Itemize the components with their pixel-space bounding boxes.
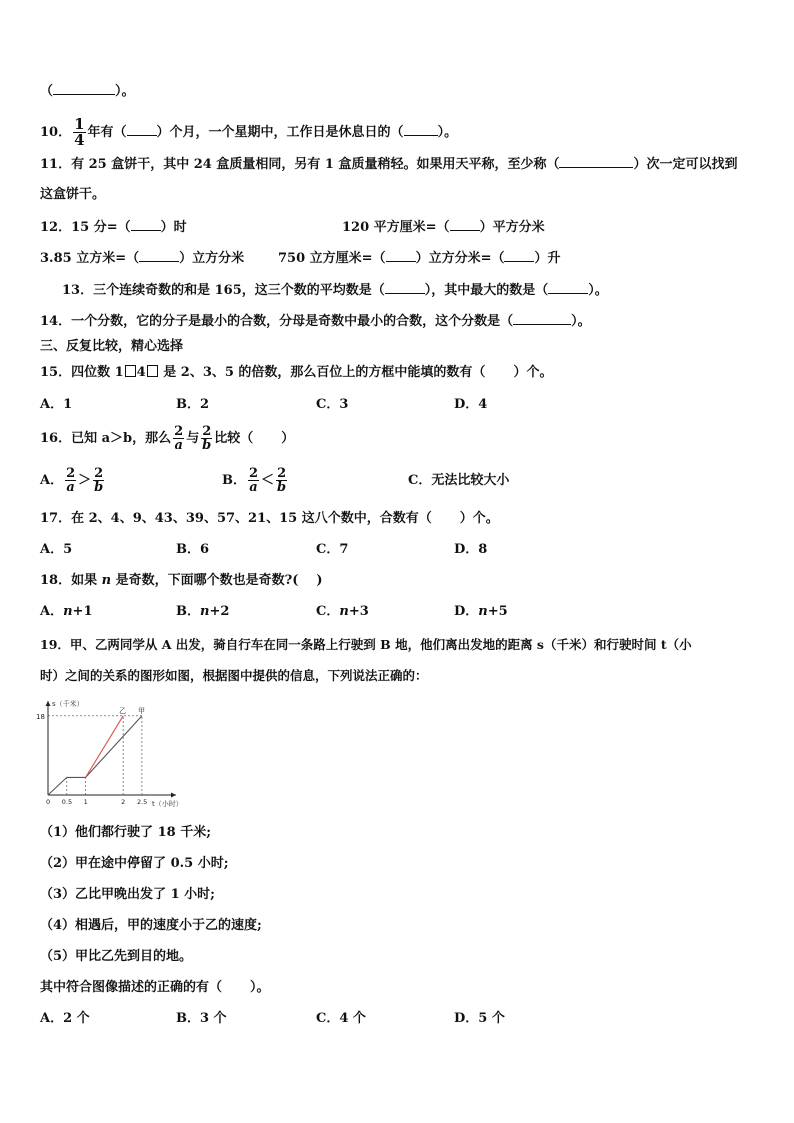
q12-d-text-3: ）升 <box>534 251 561 266</box>
q12-a-text-1: 15 分=（ <box>71 220 131 235</box>
q15-option-b[interactable]: B．2 <box>176 397 210 412</box>
q19-option-b[interactable]: B．3 个 <box>176 1011 227 1026</box>
q12-number: 12． <box>40 220 72 235</box>
q10-number: 10． <box>40 125 72 140</box>
q12-d-blank-2[interactable] <box>504 249 534 262</box>
frac-numerator: 2 <box>174 424 184 439</box>
option-letter: B． <box>176 604 200 619</box>
q9-open: （ <box>40 84 54 99</box>
q18-option-a[interactable] <box>40 603 93 621</box>
x-tick-label: 2 <box>121 798 126 806</box>
q18-option-c[interactable] <box>316 603 369 621</box>
less-than-sign: ＜ <box>261 473 275 488</box>
option-expr: +5 <box>487 604 508 619</box>
q13-text-3: ）。 <box>588 283 608 298</box>
fraction-2-over-a <box>248 467 259 494</box>
variable-n: n <box>200 604 210 619</box>
q14-blank[interactable] <box>513 312 571 325</box>
series-label: 乙 <box>119 706 127 715</box>
q19-ask-1: 其中符合图像描述的正确的有（ <box>40 980 223 995</box>
x-tick-label: 0 <box>46 798 51 806</box>
question-11 <box>40 155 738 174</box>
frac-numerator: 2 <box>277 466 287 481</box>
q19-number: 19． <box>40 637 70 652</box>
q12-d-text-2: ）立方分米=（ <box>415 251 505 266</box>
q15-option-d[interactable]: D．4 <box>454 397 488 412</box>
q18-option-d[interactable] <box>454 603 508 621</box>
frac-denominator: 4 <box>74 131 85 149</box>
q16-text-2: 与 <box>186 431 200 446</box>
q15-text-1: 四位数 1 <box>71 365 124 380</box>
q14-text-1: 一个分数，它的分子是最小的合数，分母是奇数中最小的合数，这个分数是（ <box>71 314 514 329</box>
frac-denominator: b <box>202 438 212 453</box>
digit-box-units <box>147 365 158 377</box>
x-axis-label: t（小时） <box>152 800 183 808</box>
x-tick-label: 1 <box>83 798 88 806</box>
q18-text-2: 是奇数，下面哪个数也是奇数?( <box>111 573 299 588</box>
x-tick-label: 0.5 <box>61 798 73 806</box>
fraction-2-over-b <box>276 467 287 494</box>
q15-option-a[interactable]: A．1 <box>40 397 73 412</box>
question-13 <box>62 281 608 300</box>
q12-b-text-1: 120 平方厘米=（ <box>342 220 450 235</box>
q14-number: 14． <box>40 314 72 329</box>
q10-text-2: ）个月，一个星期中，工作日是休息日的（ <box>156 125 404 140</box>
q18-number: 18． <box>40 573 72 588</box>
series-label: 甲 <box>137 706 145 715</box>
series-line-乙 <box>86 716 124 778</box>
frac-numerator: 1 <box>74 115 85 133</box>
q19-statement-2: （2）甲在途中停留了 0.5 小时; <box>40 856 229 871</box>
q19-option-a[interactable]: A．2 个 <box>40 1011 90 1026</box>
q11-text-1: 有 25 盒饼干，其中 24 盒质量相同，另有 1 盒质量稍轻。如果用天平称，至少称（ <box>71 157 560 172</box>
question-15 <box>40 364 552 382</box>
digit-box-hundreds <box>125 365 136 377</box>
question-12-row2-a <box>40 249 244 268</box>
q16-option-c[interactable]: C．无法比较大小 <box>408 473 510 488</box>
q16-option-a-label: A． <box>40 473 64 488</box>
question-19 <box>40 636 692 654</box>
option-letter: A． <box>40 604 64 619</box>
q19-statement-5: （5）甲比乙先到目的地。 <box>40 949 193 964</box>
q11-blank[interactable] <box>559 155 633 168</box>
q19-statement-4: （4）相遇后，甲的速度小于乙的速度; <box>40 918 262 933</box>
frac-numerator: 2 <box>66 466 76 481</box>
q10-blank-1[interactable] <box>127 123 157 136</box>
q16-option-b-label: B． <box>222 473 246 488</box>
option-expr: +2 <box>209 604 230 619</box>
q19-statement-1: （1）他们都行驶了 18 千米; <box>40 825 211 840</box>
y-tick-label: 18 <box>36 712 45 721</box>
q13-blank-2[interactable] <box>548 281 588 294</box>
q11-text-2: ）次一定可以找到 <box>633 157 738 172</box>
y-axis-label: s（千米） <box>52 700 84 708</box>
q13-blank-1[interactable] <box>385 281 425 294</box>
q15-option-c[interactable]: C．3 <box>316 397 349 412</box>
variable-n: n <box>63 604 73 619</box>
question-12-row1-a <box>40 218 187 237</box>
question-16 <box>40 422 294 456</box>
q12-d-blank-1[interactable] <box>386 249 416 262</box>
q10-text-1: 年有（ <box>87 125 127 140</box>
q10-text-3: ）。 <box>437 125 458 140</box>
q17-option-b[interactable]: B．6 <box>176 542 210 557</box>
q12-b-blank[interactable] <box>450 218 480 231</box>
q10-blank-2[interactable] <box>404 123 438 136</box>
q16-number: 16． <box>40 431 72 446</box>
one-quarter-fraction <box>73 117 85 148</box>
fraction-2-over-a <box>173 425 184 452</box>
fraction-2-over-b <box>93 467 104 494</box>
q17-text-2: ）个。 <box>459 511 499 526</box>
frac-denominator: b <box>94 480 104 495</box>
x-tick-label: 2.5 <box>136 798 148 806</box>
q16-text-1: 已知 a＞b，那么 <box>71 431 172 446</box>
question-12-row1-b <box>342 218 545 237</box>
q9-answer-blank[interactable] <box>53 82 115 95</box>
q19-text-2: 时）之间的关系的图形如图，根据图中提供的信息，下列说法正确的： <box>40 668 428 683</box>
option-expr: +1 <box>72 604 93 619</box>
q16-text-3: 比较（ <box>214 431 254 446</box>
option-expr: +3 <box>348 604 369 619</box>
q17-option-a[interactable]: A．5 <box>40 542 73 557</box>
q15-text-4: ）个。 <box>513 365 553 380</box>
q9-tail <box>40 82 135 101</box>
q12-c-text-2: ）立方分米 <box>179 251 245 266</box>
question-11-cont <box>40 186 105 204</box>
q12-a-blank[interactable] <box>131 218 161 231</box>
question-17 <box>40 510 499 528</box>
question-12-row2-b <box>278 249 560 268</box>
frac-numerator: 2 <box>94 466 104 481</box>
q18-option-b[interactable] <box>176 603 229 621</box>
q13-text-2: ），其中最大的数是（ <box>424 283 549 298</box>
q15-text-2: 4 <box>136 365 146 380</box>
y-axis-arrow-icon <box>46 701 51 706</box>
q19-statement-3: （3）乙比甲晚出发了 1 小时; <box>40 887 215 902</box>
q12-c-blank[interactable] <box>139 249 179 262</box>
q14-text-2: ）。 <box>571 314 591 329</box>
q15-number: 15． <box>40 365 72 380</box>
q13-number: 13． <box>62 283 94 298</box>
frac-denominator: a <box>249 480 258 495</box>
q16-text-4: ） <box>281 431 295 446</box>
frac-denominator: a <box>174 438 183 453</box>
q19-option-d[interactable]: D．5 个 <box>454 1011 505 1026</box>
section-3-heading: 三、反复比较，精心选择 <box>40 339 184 354</box>
variable-n: n <box>101 573 112 588</box>
q11-number: 11． <box>40 157 72 172</box>
variable-n: n <box>478 604 488 619</box>
q19-text-1: 甲、乙两同学从 A 出发，骑自行车在同一条路上行驶到 B 地，他们离出发地的距离 s（千米）和行驶时间 t（小 <box>69 637 692 652</box>
option-letter: C． <box>316 604 340 619</box>
q15-text-3: 是 2、3、5 的倍数，那么百位上的方框中能填的数有（ <box>158 365 486 380</box>
q12-c-text-1: 3.85 立方米=（ <box>40 251 140 266</box>
fraction-2-over-b <box>201 425 212 452</box>
question-14 <box>40 312 591 331</box>
q12-b-text-2: ）平方分米 <box>479 220 545 235</box>
distance-time-chart <box>28 695 188 810</box>
question-18 <box>40 572 323 590</box>
q13-text-1: 三个连续奇数的和是 165，这三个数的平均数是（ <box>93 283 385 298</box>
frac-numerator: 2 <box>202 424 212 439</box>
q17-option-c[interactable]: C．7 <box>316 542 349 557</box>
q19-question <box>40 979 270 997</box>
question-19-cont <box>40 667 428 685</box>
series-line-甲 <box>48 716 142 795</box>
variable-n: n <box>339 604 349 619</box>
q18-text-1: 如果 <box>71 573 102 588</box>
q12-d-text-1: 750 立方厘米=（ <box>278 251 386 266</box>
question-10 <box>40 117 457 148</box>
frac-denominator: a <box>66 480 75 495</box>
q9-close: ）。 <box>115 84 135 99</box>
x-axis-arrow-icon <box>171 793 176 798</box>
q12-a-text-2: ）时 <box>160 220 187 235</box>
q18-text-3: ) <box>316 573 323 588</box>
q17-number: 17． <box>40 511 72 526</box>
fraction-2-over-a <box>65 467 76 494</box>
q17-option-d[interactable]: D．8 <box>454 542 488 557</box>
q16-option-a[interactable] <box>40 464 106 498</box>
q17-text-1: 在 2、4、9、43、39、57、21、15 这八个数中，合数有（ <box>71 511 432 526</box>
q19-ask-2: ）。 <box>250 980 270 995</box>
q11-text-3: 这盒饼干。 <box>40 187 106 202</box>
q19-option-c[interactable]: C．4 个 <box>316 1011 366 1026</box>
option-letter: D． <box>454 604 479 619</box>
frac-numerator: 2 <box>249 466 259 481</box>
frac-denominator: b <box>277 480 287 495</box>
greater-than-sign: ＞ <box>78 473 92 488</box>
q16-option-b[interactable] <box>222 464 289 498</box>
